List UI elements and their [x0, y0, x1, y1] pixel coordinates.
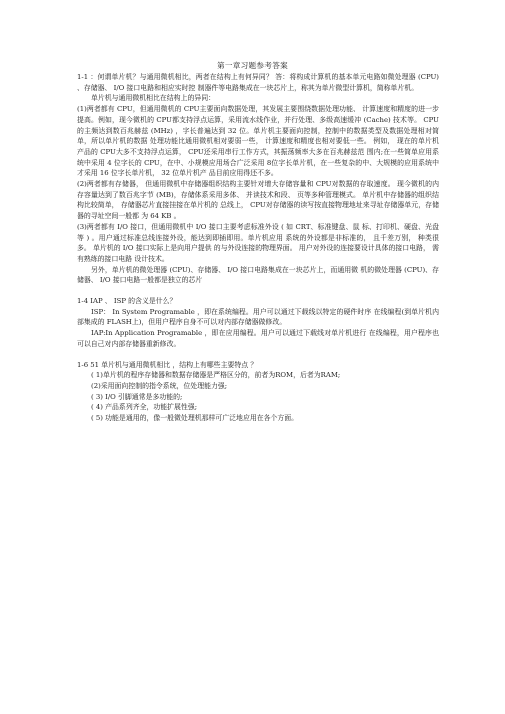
page-title: 第一章习题参考答案: [216, 61, 289, 70]
paragraph-iap: IAP:In Application Programable ，即在应用编程。用户可以通过下载线对单片机进行 在线编程，用户程序也可以自己对内部存储器重新修改。: [77, 329, 439, 348]
question-1-6: 1-6 51 单片机与通用微机相比 ，结构上有哪些主要特点 ？: [77, 360, 258, 369]
paragraph-memory: (2)两者都有存储器， 但通用微机中存储器组织结构主要针对增大存储容量和 CPU对数据的存取速度。 现今微机的内存容量达到了数百兆字节 (MB)，存储体系采用多体、 并读技术和段、 页等多种管理模式。 单片机中存储器的组织结构比较简单， 存储器芯片直接挂接在单片机的 总线上， CPU对存储器的读写按直接物理地址来寻址存储器单元，存储器的寻址空间一般都 为 64 KB 。: [77, 180, 439, 221]
feature-item-1: ( 1)单片机的程序存储器和数据存储器是严格区分的，前者为ROM，后者为RAM;: [91, 371, 341, 380]
paragraph-isp: ISP： In System Programable ，即在系统编程。用户可以通过下载线以特定的硬件时序 在线编程(到单片机内部集成的 FLASH上)，但用户程序自身不可以对内部存储器做修改。: [77, 307, 439, 327]
feature-item-2: (2)采用面向控制的指令系统，位处理能力强;: [91, 381, 228, 390]
paragraph-summary: 另外，单片机的微处理器 (CPU)、存储器、 I/O 接口电路集成在一块芯片上，而通用微 机的微处理器 (CPU)、存储器、 I/O 接口电路一般都是独立的芯片: [77, 265, 439, 285]
question-1-4: 1-4 IAP 、 ISP 的含义是什么？: [77, 297, 177, 306]
paragraph-intro: 单片机与通用微机相比在结构上的异同：: [91, 94, 216, 103]
feature-item-3: ( 3) I/O 引脚通常是多功能的;: [91, 392, 183, 401]
paragraph-cpu: (1)两者都有 CPU，但通用微机的 CPU主要面向数据处理，其发展主要围绕数据处理功能、 计算速度和精度的进一步提高。例如，现今微机的 CPU都支持浮点运算，采用流水线作业，并行处理、多级高速缓冲 (Cache) 技术等。 CPU的主频达到数百兆赫兹 (MHz) ，字长普遍达到 32 位。单片机主要面向控制，控制中的数据类型及数据处理相对简单，所以单片机的数据 处理功能比通用微机相对要弱一些， 计算速度和精度也相对要低一些。 例如， 现在的单片机 产品的 CPU大多不支持浮点运算， CPU还采用串行工作方式，其振荡频率大多在百兆赫兹范 围内;在一些简单应用系统中采用 4 位字长的 CPU，在中、小规模应用场合广泛采用 8位字长单片机，在一些复杂的中、大规模的应用系统中才采用 16 位字长单片机， 32 位单片机产 品目前应用得还不多。: [77, 105, 439, 178]
paragraph-io: (3)两者都有 I/O 接口，但通用微机中 I/O 接口主要考虑标准外设 ( 如 CRT、标准键盘、鼠 标、打印机、硬盘、光盘等 ) 。用户通过标准总线连接外设，能达到即插即用。单片机应用 系统的外设都是非标准的， 且千差万别， 种类很多。 单片机的 I/O 接口实际上是向用户提供 的与外设连接的物理界面。 用户对外设的连接要设计具体的接口电路， 需有熟练的接口电路 设计技术。: [77, 222, 439, 263]
document-body: [77, 72, 439, 424]
feature-item-5: ( 5) 功能是通用的，像一般微处理机那样可广泛地应用在各个方面。: [91, 414, 299, 423]
question-1-1: 1-1 ：何谓单片机？与通用微机相比，两者在结构上有何异同？ 答：将构成计算机的基本单元电路如微处理器 (CPU) 、存储器、 I/O 接口电路和相应实时控 制器件等电路集成在一块芯片上，称其为单片微型计算机，简称单片机。: [77, 73, 439, 92]
feature-item-4: ( 4) 产品系列齐全，功能扩展性强;: [91, 403, 198, 412]
